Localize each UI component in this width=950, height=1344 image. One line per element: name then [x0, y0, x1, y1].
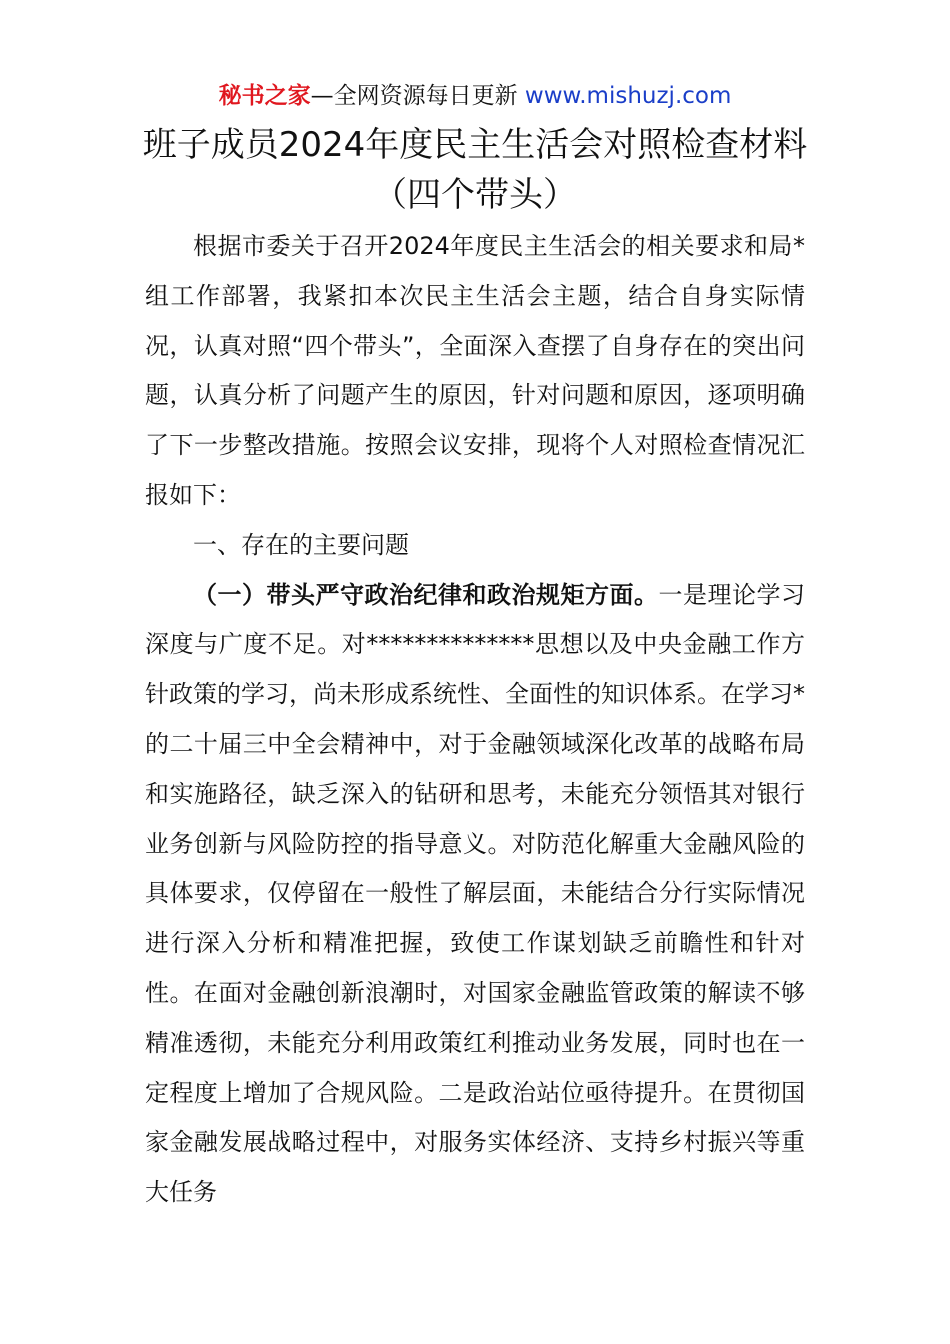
document-body: [145, 222, 805, 1218]
banner-url-link[interactable]: www.mishuzj.com: [524, 83, 732, 109]
banner-brand: 秘书之家: [218, 83, 311, 109]
intro-paragraph: 根据市委关于召开2024年度民主生活会的相关要求和局*组工作部署，我紧扣本次民主生活会主题，结合自身实际情况，认真对照“四个带头”，全面深入查摆了自身存在的突出问题，认真分析了问题产生的原因，针对问题和原因，逐项明确了下一步整改措施。按照会议安排，现将个人对照检查情况汇报如下：: [145, 232, 805, 509]
subsection-lead: （一）带头严守政治纪律和政治规矩方面。: [193, 580, 659, 609]
banner-tagline: —全网资源每日更新: [310, 83, 525, 109]
document-title: 班子成员2024年度民主生活会对照检查材料（四个带头）: [142, 125, 808, 215]
site-banner: [0, 80, 950, 112]
section-heading: 一、存在的主要问题: [193, 530, 409, 559]
subsection-body: 一是理论学习深度与广度不足。对**************思想以及中央金融工作方针政策的学习，尚未形成系统性、全面性的知识体系。在学习*的二十届三中全会精神中，对于金融领域深化改革的战略布局和实施路径，缺乏深入的钻研和思考，未能充分领悟其对银行业务创新与风险防控的指导意义。对防范化解重大金融风险的具体要求，仅停留在一般性了解层面，未能结合分行实际情况进行深入分析和精准把握，致使工作谋划缺乏前瞻性和针对性。在面对金融创新浪潮时，对国家金融监管政策的解读不够精准透彻，未能充分利用政策红利推动业务发展，同时也在一定程度上增加了合规风险。二是政治站位亟待提升。在贯彻国家金融发展战略过程中，对服务实体经济、支持乡村振兴等重大任务: [145, 580, 805, 1207]
subsection-paragraph: [145, 571, 805, 1218]
